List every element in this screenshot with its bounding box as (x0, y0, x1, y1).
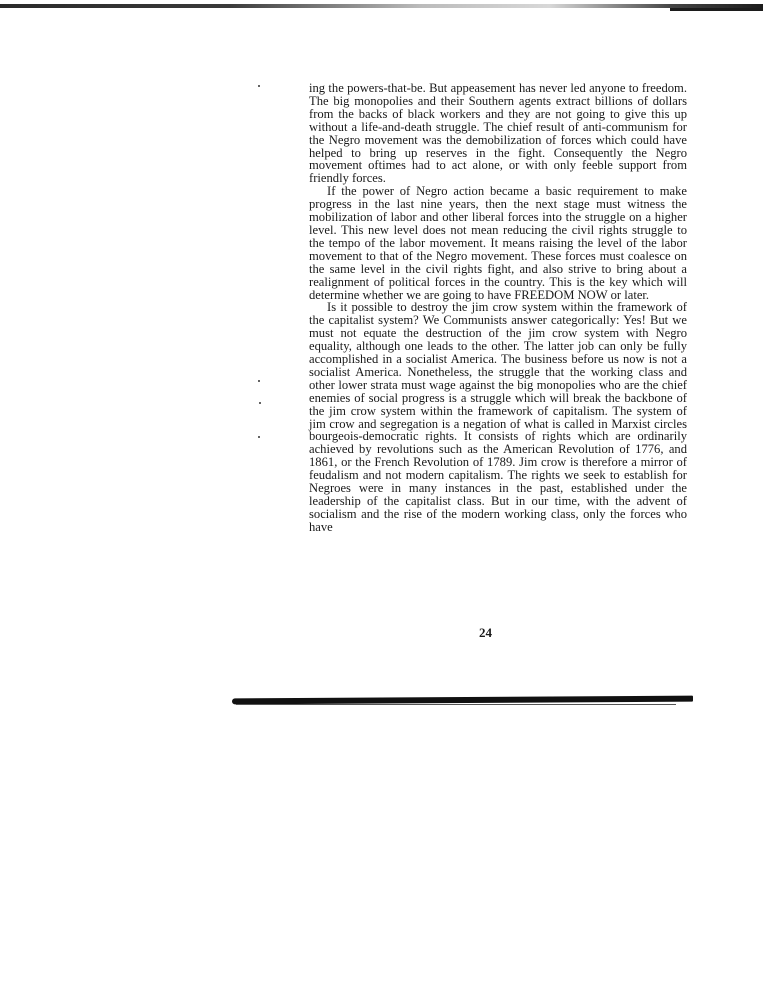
scan-speck (258, 380, 260, 382)
body-text (309, 82, 687, 534)
scan-top-edge (0, 4, 763, 8)
scan-speck (259, 402, 261, 404)
paragraph: Is it possible to destroy the jim crow system within the framework of the capitalist system? We Communists answer categorically: Yes! But we must not equate the destruction of the jim crow system with Negro equality, although one leads to the other. The latter job can only be fully accomplished in a socialist America. The business before us now is not a socialist America. Nonetheless, the struggle that the working class and other lower strata must wage against the big monopolies who are the chief enemies of social progress is a struggle which will break the backbone of the jim crow system within the framework of capitalism. The system of jim crow and segregation is a negation of what is called in Marxist circles bourgeois-democratic rights. It consists of rights which are ordinarily achieved by revolutions such as the American Revolution of 1776, and 1861, or the French Revolution of 1789. Jim crow is therefore a mirror of feudalism and not modern capitalism. The rights we seek to establish for Negroes were in many instances in the past, established under the leadership of the capitalist class. But in our time, with the advent of socialism and the rise of the modern working class, only the forces who have (309, 300, 687, 534)
paragraph: ing the powers-that-be. But appeasement has never led anyone to freedom. The big monopolies and their Southern agents extract billions of dollars from the backs of black workers and they are not going to give this up without a life-and-death struggle. The chief result of anti-communism for the Negro movement was the demobilization of forces which could have helped to bring up reserves in the fight. Consequently the Negro movement oftimes had to act alone, or with only feeble support from friendly forces. (309, 81, 687, 186)
scan-top-edge-right (670, 8, 763, 11)
paragraph: If the power of Negro action became a basic requirement to make progress in the last nine years, then the next stage must witness the mobilization of labor and other liberal forces into the struggle on a higher level. This new level does not mean reducing the civil rights struggle to the tempo of the labor movement. It means raising the level of the labor movement to that of the Negro movement. These forces must coalesce on the same level in the civil rights fight, and also strive to bring about a realignment of political forces in the country. This is the key which will determine whether we are going to have FREEDOM NOW or later. (309, 184, 687, 302)
page-number: 24 (479, 625, 492, 640)
scan-speck (258, 85, 260, 87)
scan-speck (258, 436, 260, 438)
scan-bottom-edge-shadow (236, 704, 676, 705)
